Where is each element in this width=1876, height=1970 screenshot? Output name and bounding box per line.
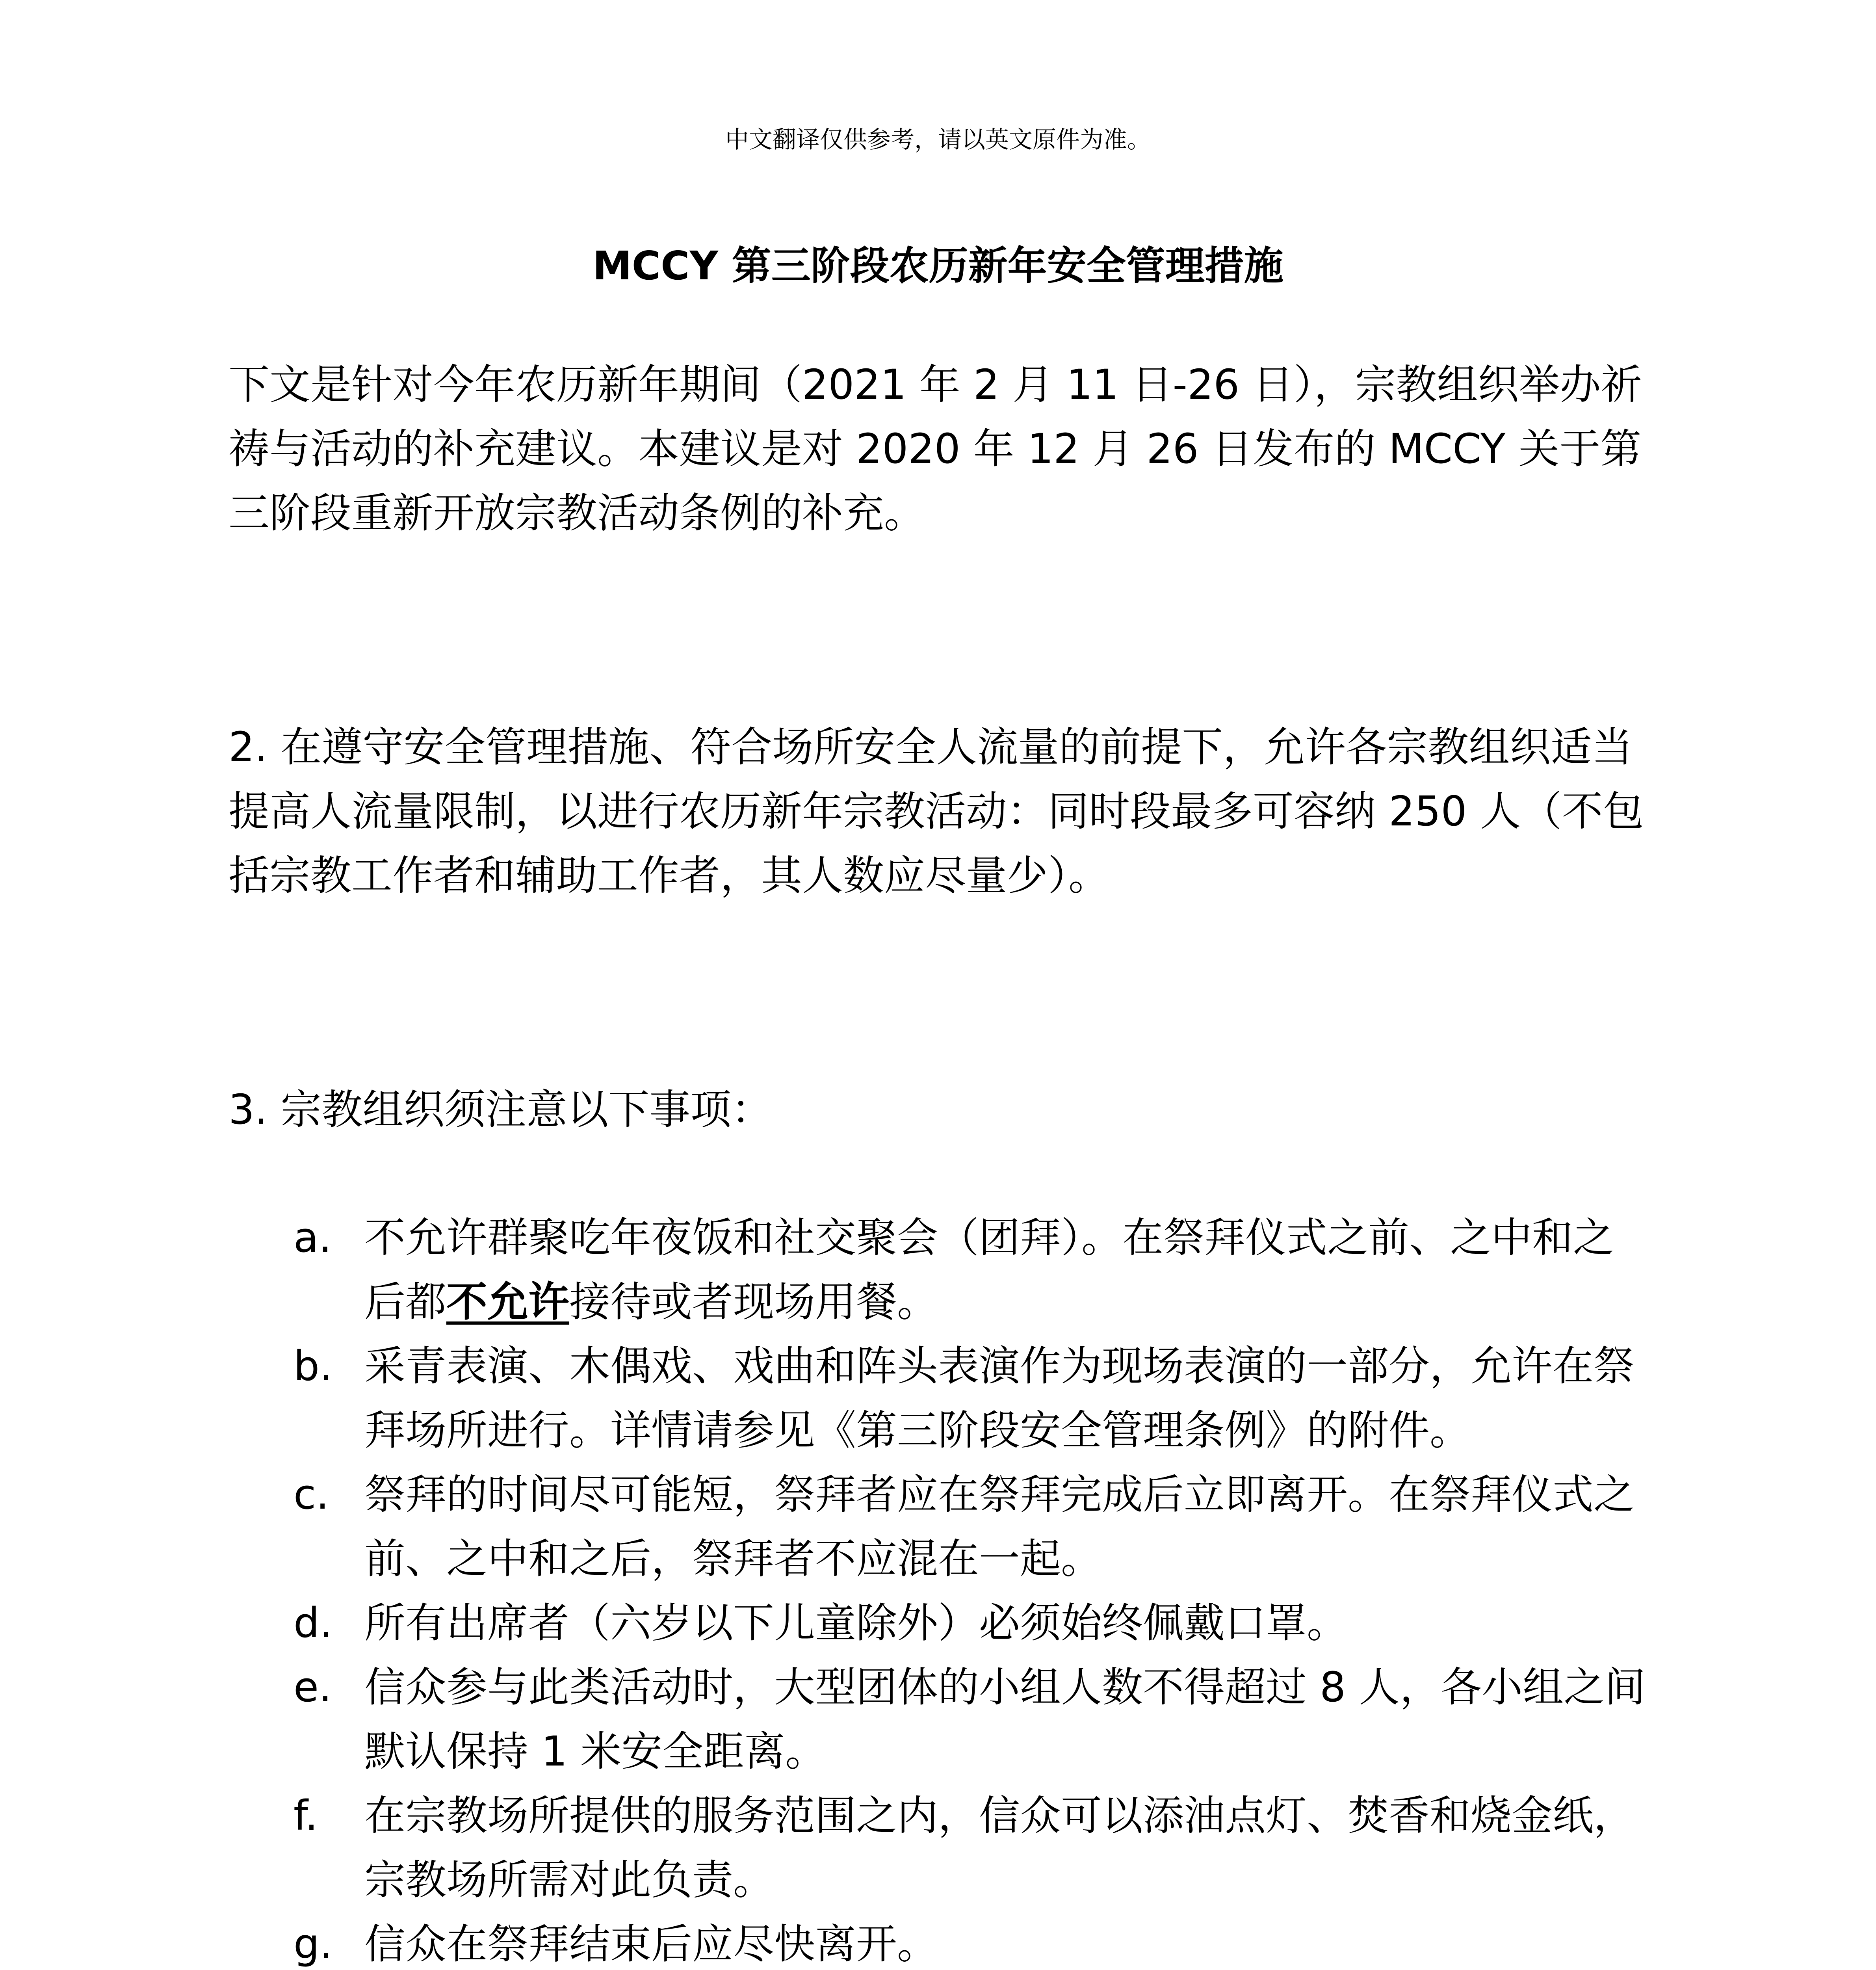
list-item-text: 所有出席者（六岁以下儿童除外）必须始终佩戴口罩。 (364, 1599, 1348, 1647)
list-marker: d. (293, 1599, 333, 1647)
list-item-text: 不允许群聚吃年夜饭和社交聚会（团拜）。在祭拜仪式之前、之中和之后都不允许接待或者现场用餐。 (364, 1214, 1614, 1326)
list-marker: c. (293, 1470, 329, 1518)
list-marker: e. (293, 1663, 332, 1711)
list-item (293, 1334, 1655, 1463)
list-item-text: 在宗教场所提供的服务范围之内，信众可以添油点灯、焚香和烧金纸，宗教场所需对此负责。 (364, 1792, 1635, 1904)
translation-disclaimer: 中文翻译仅供参考，请以英文原件为准。 (725, 126, 1151, 154)
paragraph-2 (228, 715, 1655, 908)
list-marker: f. (293, 1792, 318, 1840)
notes-list (293, 1206, 1655, 1970)
emphasis-not-allowed: 不允许 (446, 1278, 570, 1326)
list-item-text: 采青表演、木偶戏、戏曲和阵头表演作为现场表演的一部分，允许在祭拜场所进行。详情请参见《第三阶段安全管理条例》的附件。 (364, 1342, 1635, 1454)
paragraph-2-text: 2. 在遵守安全管理措施、符合场所安全人流量的前提下，允许各宗教组织适当提高人流量限制，以进行农历新年宗教活动：同时段最多可容纳 250 人（不包括宗教工作者和辅助工作者，其人数应尽量少）。 (228, 723, 1644, 900)
list-item (293, 1912, 1655, 1970)
intro-paragraph (228, 353, 1655, 545)
list-item-text: 信众在祭拜结束后应尽快离开。 (364, 1920, 938, 1968)
list-item (293, 1655, 1655, 1784)
list-item (293, 1206, 1655, 1334)
list-marker: b. (293, 1342, 333, 1390)
list-item (293, 1784, 1655, 1912)
list-item (293, 1463, 1655, 1591)
document-title: MCCY 第三阶段农历新年安全管理措施 (593, 243, 1283, 289)
list-marker: a. (293, 1214, 332, 1262)
list-marker: g. (293, 1920, 333, 1968)
paragraph-3 (228, 1078, 1655, 1142)
list-item-text: 祭拜的时间尽可能短，祭拜者应在祭拜完成后立即离开。在祭拜仪式之前、之中和之后，祭拜者不应混在一起。 (364, 1470, 1635, 1583)
intro-text: 下文是针对今年农历新年期间（2021 年 2 月 11 日-26 日），宗教组织举办祈祷与活动的补充建议。本建议是对 2020 年 12 月 26 日发布的 MCCY 关于第三阶段重新开放宗教活动条例的补充。 (228, 361, 1642, 537)
paragraph-3-text: 3. 宗教组织须注意以下事项： (228, 1085, 773, 1134)
list-item (293, 1591, 1655, 1655)
list-item-text: 信众参与此类活动时，大型团体的小组人数不得超过 8 人，各小组之间默认保持 1 米安全距离。 (364, 1663, 1646, 1775)
